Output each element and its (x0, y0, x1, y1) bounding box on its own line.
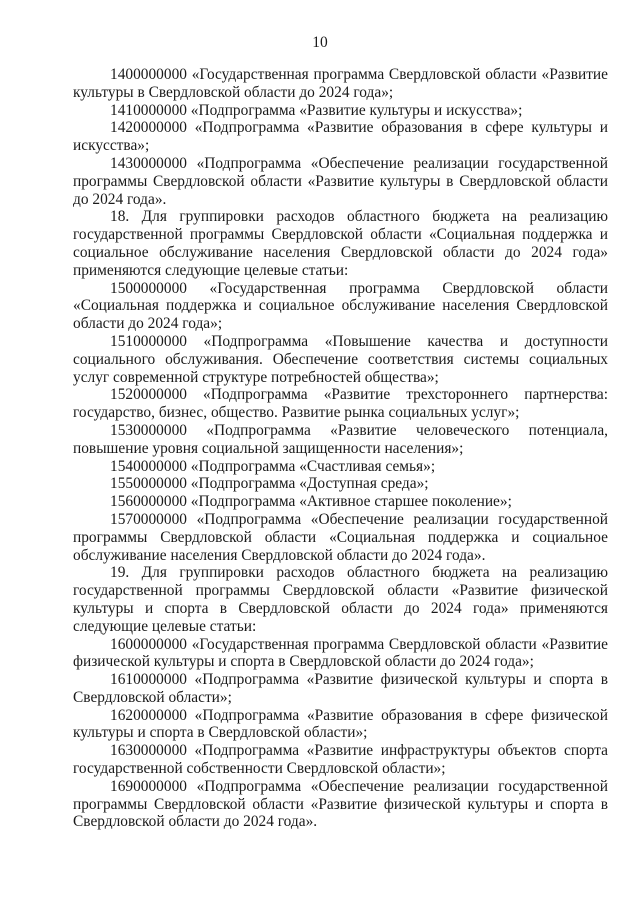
paragraph-item-19: 19. Для группировки расходов областного бюджета на реализацию государственной программы Свердловской области «Развитие физической культуры и спорта в Свердловской области до 2024 года» применяются следующие целевые статьи: (73, 564, 608, 635)
paragraph-1400000000: 1400000000 «Государственная программа Свердловской области «Развитие культуры в Свердловской области до 2024 года»; (73, 66, 608, 101)
paragraph-1540000000: 1540000000 «Подпрограмма «Счастливая семья»; (110, 457, 436, 475)
paragraph-1430000000: 1430000000 «Подпрограмма «Обеспечение реализации государственной программы Свердловской области «Развитие культуры в Свердловской области до 2024 года». (73, 154, 608, 208)
document-body (73, 66, 608, 831)
paragraph-1550000000: 1550000000 «Подпрограмма «Доступная среда»; (110, 475, 429, 493)
paragraph-1500000000: 1500000000 «Государственная программа Свердловской области «Социальная поддержка и социальное обслуживание населения Свердловской области до 2024 года»; (73, 279, 608, 333)
paragraph-1570000000: 1570000000 «Подпрограмма «Обеспечение реализации государственной программы Свердловской области «Социальная поддержка и социальное обслуживание населения Свердловской области до 2024 года». (73, 510, 608, 564)
page-number: 10 (312, 34, 328, 51)
paragraph-1620000000: 1620000000 «Подпрограмма «Развитие образования в сфере физической культуры и спорта в Свердловской области»; (73, 706, 608, 742)
paragraph-1510000000: 1510000000 «Подпрограмма «Повышение качества и доступности социального обслуживания. Обеспечение соответствия системы социальных услуг современной структуре потребностей общества»; (73, 332, 608, 386)
paragraph-1410000000: 1410000000 «Подпрограмма «Развитие культуры и искусства»; (110, 101, 523, 119)
paragraph-1420000000: 1420000000 «Подпрограмма «Развитие образования в сфере культуры и искусства»; (73, 119, 608, 155)
paragraph-1600000000: 1600000000 «Государственная программа Свердловской области «Развитие физической культуры и спорта в Свердловской области до 2024 года»; (73, 635, 608, 671)
paragraph-1530000000: 1530000000 «Подпрограмма «Развитие человеческого потенциала, повышение уровня социальной защищенности населения»; (73, 421, 608, 457)
paragraph-1690000000: 1690000000 «Подпрограмма «Обеспечение реализации государственной программы Свердловской области «Развитие физической культуры и спорта в Свердловской области до 2024 года». (73, 777, 608, 831)
paragraph-1560000000: 1560000000 «Подпрограмма «Активное старшее поколение»; (110, 493, 512, 511)
paragraph-1610000000: 1610000000 «Подпрограмма «Развитие физической культуры и спорта в Свердловской области»; (73, 671, 608, 706)
paragraph-item-18: 18. Для группировки расходов областного бюджета на реализацию государственной программы Свердловской области «Социальная поддержка и социальное обслуживание населения Свердловской области до 2024 года» применяются следующие целевые статьи: (73, 208, 608, 279)
paragraph-1630000000: 1630000000 «Подпрограмма «Развитие инфраструктуры объектов спорта государственной собственности Свердловской области»; (73, 742, 608, 778)
paragraph-1520000000: 1520000000 «Подпрограмма «Развитие трехстороннего партнерства: государство, бизнес, общество. Развитие рынка социальных услуг»; (73, 386, 608, 422)
